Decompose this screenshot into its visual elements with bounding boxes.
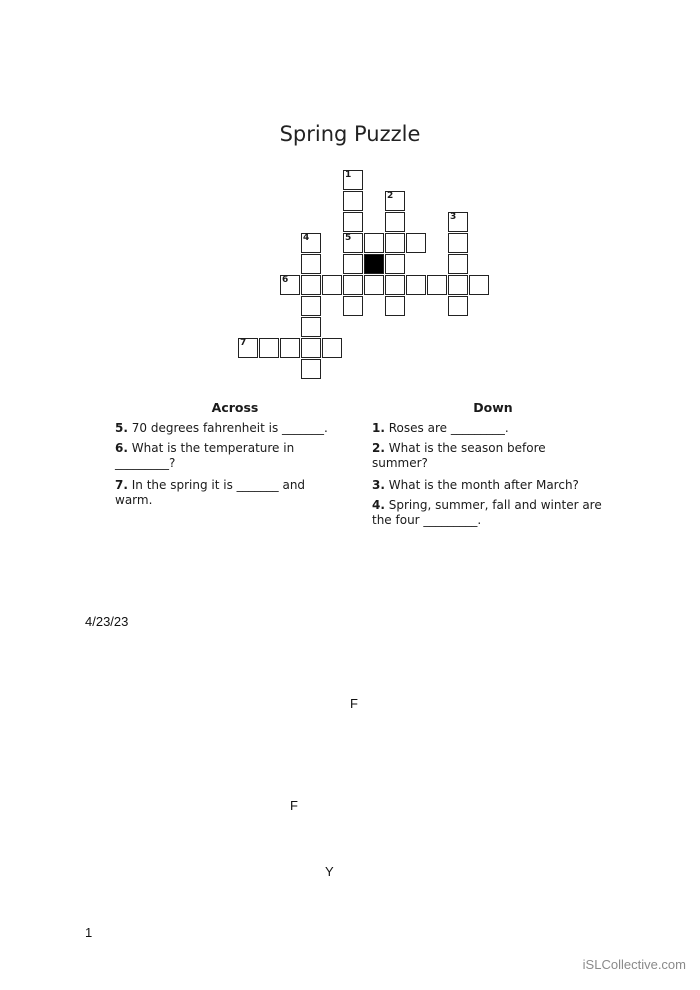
grid-cell[interactable] xyxy=(364,275,384,295)
clue-number: 1 xyxy=(345,170,352,180)
grid-cell[interactable] xyxy=(448,296,468,316)
grid-cell[interactable] xyxy=(301,254,321,274)
note-letter-f-1: F xyxy=(350,696,358,711)
grid-cell[interactable] xyxy=(343,275,363,295)
grid-cell[interactable] xyxy=(343,233,363,253)
down-clue-1: 1. Roses are _________. xyxy=(372,421,509,435)
grid-cell[interactable] xyxy=(406,233,426,253)
grid-cell[interactable] xyxy=(385,296,405,316)
grid-cell[interactable] xyxy=(385,254,405,274)
across-clue-5: 5. 70 degrees fahrenheit is _______. xyxy=(115,421,328,435)
note-letter-y: Y xyxy=(325,864,334,879)
across-clue-7: 7. In the spring it is _______ and warm. xyxy=(115,478,306,507)
grid-cell[interactable] xyxy=(469,275,489,295)
grid-cell[interactable] xyxy=(301,359,321,379)
grid-cell[interactable] xyxy=(427,275,447,295)
grid-cell[interactable] xyxy=(343,296,363,316)
down-clue-3: 3. What is the month after March? xyxy=(372,478,579,492)
grid-cell[interactable] xyxy=(364,233,384,253)
clue-number: 2 xyxy=(387,191,394,201)
clue-number: 7 xyxy=(240,338,247,348)
grid-cell[interactable] xyxy=(448,212,468,232)
down-heading: Down xyxy=(473,400,513,415)
across-clue-6: 6. What is the temperature in _________? xyxy=(115,441,295,470)
grid-cell[interactable] xyxy=(343,170,363,190)
watermark-text: iSLCollective.com xyxy=(582,957,686,972)
date-text: 4/23/23 xyxy=(85,614,129,629)
note-letter-f-2: F xyxy=(290,798,298,813)
grid-cell[interactable] xyxy=(448,233,468,253)
blocked-cell xyxy=(364,254,384,274)
page-number: 1 xyxy=(85,925,93,940)
grid-cell[interactable] xyxy=(448,254,468,274)
down-clue-2: 2. What is the season before summer? xyxy=(372,441,546,470)
grid-cell[interactable] xyxy=(322,275,342,295)
grid-cell[interactable] xyxy=(301,296,321,316)
grid-cell[interactable] xyxy=(385,191,405,211)
clue-number: 4 xyxy=(303,233,310,243)
grid-cell[interactable] xyxy=(406,275,426,295)
grid-cell[interactable] xyxy=(322,338,342,358)
clue-number: 5 xyxy=(345,233,352,243)
grid-cell[interactable] xyxy=(385,233,405,253)
grid-cell[interactable] xyxy=(301,275,321,295)
down-clue-4: 4. Spring, summer, fall and winter are the four _________. xyxy=(372,498,602,527)
grid-cell[interactable] xyxy=(343,212,363,232)
grid-cell[interactable] xyxy=(385,275,405,295)
page-title: Spring Puzzle xyxy=(279,122,421,146)
grid-cell[interactable] xyxy=(301,233,321,253)
grid-cell[interactable] xyxy=(280,338,300,358)
grid-cell[interactable] xyxy=(301,317,321,337)
grid-cell[interactable] xyxy=(343,254,363,274)
grid-cell[interactable] xyxy=(259,338,279,358)
clue-number: 6 xyxy=(282,275,289,285)
grid-cell[interactable] xyxy=(448,275,468,295)
across-heading: Across xyxy=(211,400,259,415)
crossword-grid xyxy=(0,0,700,400)
grid-cell[interactable] xyxy=(301,338,321,358)
clue-number: 3 xyxy=(450,212,457,222)
grid-cell[interactable] xyxy=(343,191,363,211)
grid-cell[interactable] xyxy=(238,338,258,358)
grid-cell[interactable] xyxy=(280,275,300,295)
grid-cell[interactable] xyxy=(385,212,405,232)
